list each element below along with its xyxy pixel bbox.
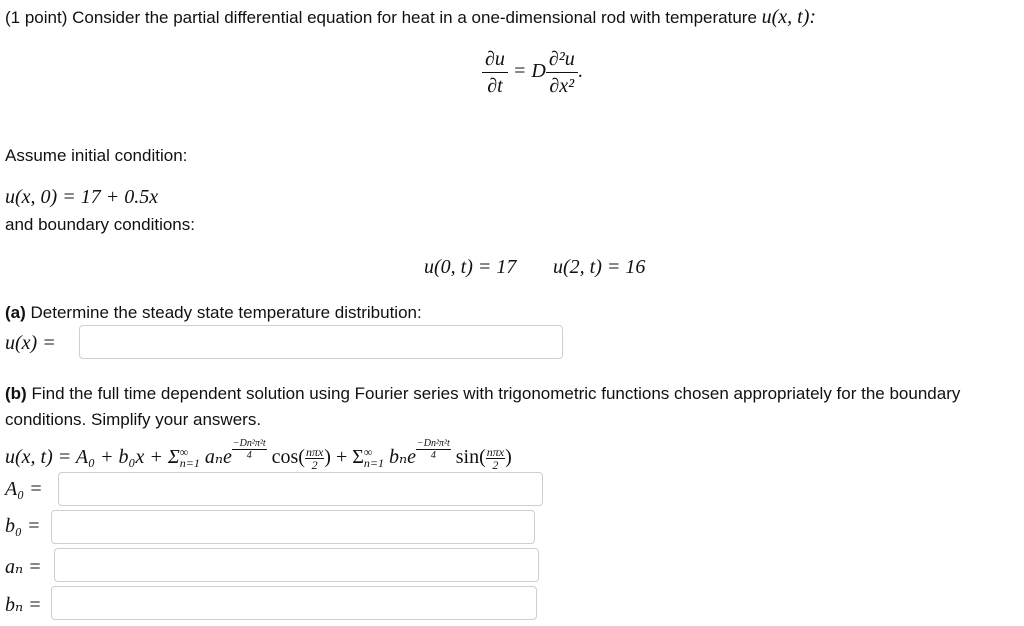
an-term: aₙe	[204, 446, 232, 468]
pde-lhs-den: ∂t	[487, 75, 503, 97]
cos-open: cos(	[271, 446, 305, 468]
close-plus-sigma: ) + Σ	[324, 446, 364, 468]
sum-top-1: ∞	[179, 445, 189, 460]
a0-input[interactable]	[58, 472, 543, 506]
pde-rhs-den: ∂x²	[549, 75, 575, 97]
sin-open: sin(	[455, 446, 486, 468]
exp-num-2: −Dn²π²t	[416, 438, 450, 449]
steady-state-input[interactable]	[79, 325, 563, 359]
part-a-prompt	[5, 303, 422, 323]
part-b-text-line2: conditions. Simplify your answers.	[5, 410, 262, 429]
exp-num-1: −Dn²π²t	[232, 438, 266, 449]
an-input[interactable]	[54, 548, 539, 582]
part-a-lhs: u(x) =	[5, 332, 56, 354]
series-formula	[5, 438, 512, 472]
pde-lhs-fraction	[482, 46, 508, 99]
sum-bottom-1: n=1	[179, 456, 200, 471]
sin-close: )	[505, 446, 512, 468]
initial-label: Assume initial condition:	[5, 146, 188, 165]
part-b-prompt	[5, 384, 960, 404]
intro-math: u(x, t):	[761, 6, 817, 28]
pde-equation	[482, 46, 583, 99]
exp-den-2: 4	[430, 450, 436, 461]
part-b-text: Find the full time dependent solution using Fourier series with trigonometric functions chosen appropriately for the boundary	[31, 384, 961, 403]
pde-rhs-fraction	[546, 46, 578, 99]
boundary-left: u(0, t) = 17	[424, 256, 517, 278]
sum-limits-2	[364, 447, 384, 469]
cos-arg	[305, 446, 324, 471]
part-a-text: Determine the steady state temperature distribution:	[30, 303, 422, 322]
boundary-label: and boundary conditions:	[5, 215, 195, 234]
exp-fraction-1	[232, 438, 267, 461]
series-lhs: u(x, t) = A₀ + b₀x + Σ	[5, 446, 180, 468]
pde-rhs-num: ∂²u	[546, 46, 578, 73]
b0-input[interactable]	[51, 510, 535, 544]
sin-arg	[486, 446, 505, 471]
sin-arg-den: 2	[492, 457, 499, 472]
problem-intro	[5, 6, 816, 29]
cos-arg-num: nπx	[305, 444, 324, 459]
bn-label: bₙ =	[5, 594, 42, 616]
sin-arg-num: nπx	[486, 444, 505, 459]
bn-term: bₙe	[389, 446, 416, 468]
sum-limits-1	[180, 447, 200, 469]
sum-top-2: ∞	[363, 445, 373, 460]
a0-label: A₀ =	[5, 478, 43, 500]
an-label: aₙ =	[5, 556, 42, 578]
pde-end: .	[577, 60, 583, 83]
part-a-label: (a)	[5, 303, 26, 322]
b0-label: b₀ =	[5, 515, 41, 537]
intro-text: (1 point) Consider the partial differential equation for heat in a one-dimensional rod with temperature	[5, 8, 757, 27]
initial-condition: u(x, 0) = 17 + 0.5x	[5, 186, 159, 208]
exp-fraction-2	[416, 438, 451, 461]
pde-lhs-num: ∂u	[482, 46, 508, 73]
sum-bottom-2: n=1	[363, 456, 384, 471]
part-b-label: (b)	[5, 384, 27, 403]
boundary-right: u(2, t) = 16	[553, 256, 646, 278]
bn-input[interactable]	[51, 586, 537, 620]
cos-arg-den: 2	[311, 457, 318, 472]
exp-den-1: 4	[246, 450, 252, 461]
pde-equals: = D	[512, 60, 546, 83]
